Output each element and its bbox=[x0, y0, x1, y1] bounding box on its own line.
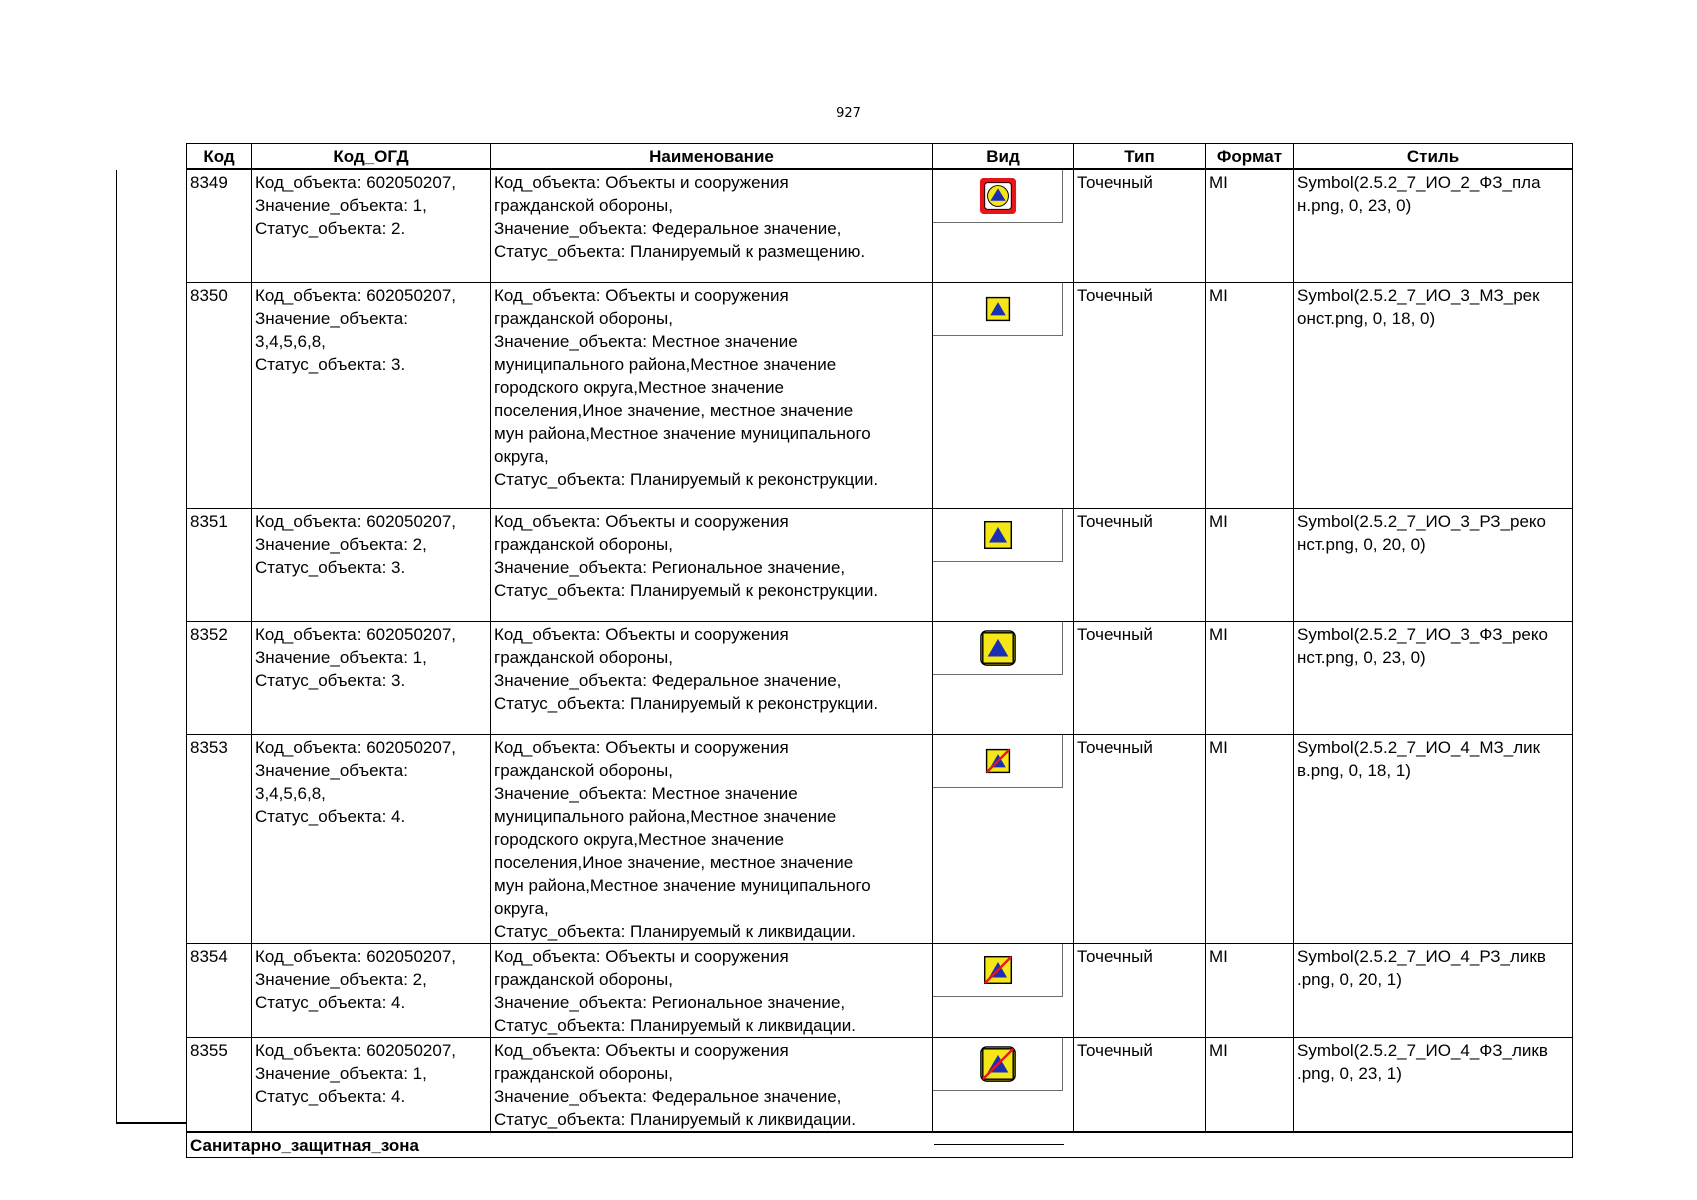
table-row bbox=[187, 943, 1573, 1037]
cell-ogd: Код_объекта: 602050207, Значение_объекта: 1, Статус_объекта: 4. bbox=[252, 1037, 491, 1132]
column-header-ogd: Код_ОГД bbox=[252, 144, 491, 170]
cell-type: Точечный bbox=[1074, 282, 1206, 508]
cell-code: 8353 bbox=[187, 734, 252, 943]
left-margin-rule bbox=[116, 170, 117, 1122]
cell-style: Symbol(2.5.2_7_ИО_3_ФЗ_реко нст.png, 0, 23, 0) bbox=[1294, 621, 1573, 734]
local-liquidation-icon bbox=[979, 742, 1017, 780]
cell-ogd: Код_объекта: 602050207, Значение_объекта: 2, Статус_объекта: 3. bbox=[252, 508, 491, 621]
cell-name: Код_объекта: Объекты и сооружения гражданской обороны, Значение_объекта: Региональное значение, Статус_объекта: Планируемый к ликвидации. bbox=[491, 943, 933, 1037]
cell-ogd: Код_объекта: 602050207, Значение_объекта: 3,4,5,6,8, Статус_объекта: 3. bbox=[252, 282, 491, 508]
cell-code: 8349 bbox=[187, 169, 252, 282]
column-header-style: Стиль bbox=[1294, 144, 1573, 170]
section-underline-left bbox=[934, 1144, 1064, 1145]
left-margin-foot-rule bbox=[116, 1122, 186, 1124]
federal-liquidation-icon bbox=[979, 1045, 1017, 1083]
cell-view bbox=[933, 943, 1074, 1037]
cell-format: MI bbox=[1206, 1037, 1294, 1132]
table-header-row bbox=[187, 144, 1573, 170]
symbol-table bbox=[186, 143, 1573, 1158]
symbol-frame bbox=[933, 944, 1063, 997]
cell-name: Код_объекта: Объекты и сооружения гражданской обороны, Значение_объекта: Федеральное значение, Статус_объекта: Планируемый к ликвидации. bbox=[491, 1037, 933, 1132]
cell-ogd: Код_объекта: 602050207, Значение_объекта: 3,4,5,6,8, Статус_объекта: 4. bbox=[252, 734, 491, 943]
symbol-frame bbox=[933, 1038, 1063, 1091]
cell-type: Точечный bbox=[1074, 1037, 1206, 1132]
column-header-code: Код bbox=[187, 144, 252, 170]
table-row bbox=[187, 734, 1573, 943]
cell-style: Symbol(2.5.2_7_ИО_3_РЗ_реко нст.png, 0, 20, 0) bbox=[1294, 508, 1573, 621]
column-header-type: Тип bbox=[1074, 144, 1206, 170]
cell-ogd: Код_объекта: 602050207, Значение_объекта: 1, Статус_объекта: 2. bbox=[252, 169, 491, 282]
regional-liquidation-icon bbox=[979, 951, 1017, 989]
cell-code: 8352 bbox=[187, 621, 252, 734]
cell-format: MI bbox=[1206, 282, 1294, 508]
symbol-frame bbox=[933, 735, 1063, 788]
cell-type: Точечный bbox=[1074, 621, 1206, 734]
section-row bbox=[187, 1132, 1573, 1158]
column-header-format: Формат bbox=[1206, 144, 1294, 170]
cell-type: Точечный bbox=[1074, 169, 1206, 282]
cell-name: Код_объекта: Объекты и сооружения гражданской обороны, Значение_объекта: Местное значение муниципального района,Местное значение городского округа,Местное значение поселения,Иное значение, местное значение мун района,Местное значение муниципального округа, Статус_объекта: Планируемый к ликвидации. bbox=[491, 734, 933, 943]
cell-style: Symbol(2.5.2_7_ИО_4_МЗ_лик в.png, 0, 18, 1) bbox=[1294, 734, 1573, 943]
cell-code: 8354 bbox=[187, 943, 252, 1037]
column-header-name: Наименование bbox=[491, 144, 933, 170]
cell-format: MI bbox=[1206, 943, 1294, 1037]
cell-format: MI bbox=[1206, 169, 1294, 282]
symbol-frame bbox=[933, 509, 1063, 562]
cell-name: Код_объекта: Объекты и сооружения гражданской обороны, Значение_объекта: Местное значение муниципального района,Местное значение городского округа,Местное значение поселения,Иное значение, местное значение мун района,Местное значение муниципального округа, Статус_объекта: Планируемый к реконструкции. bbox=[491, 282, 933, 508]
table-row bbox=[187, 621, 1573, 734]
table-row bbox=[187, 1037, 1573, 1132]
section-title: Санитарно_защитная_зона bbox=[187, 1132, 1573, 1158]
symbol-frame bbox=[933, 170, 1063, 223]
symbol-frame bbox=[933, 622, 1063, 675]
page-number: 927 bbox=[836, 106, 861, 121]
table-row bbox=[187, 169, 1573, 282]
cell-ogd: Код_объекта: 602050207, Значение_объекта: 1, Статус_объекта: 3. bbox=[252, 621, 491, 734]
cell-name: Код_объекта: Объекты и сооружения гражданской обороны, Значение_объекта: Федеральное значение, Статус_объекта: Планируемый к размещению. bbox=[491, 169, 933, 282]
cell-style: Symbol(2.5.2_7_ИО_4_РЗ_ликв .png, 0, 20, 1) bbox=[1294, 943, 1573, 1037]
table-row bbox=[187, 282, 1573, 508]
symbol-frame bbox=[933, 283, 1063, 336]
cell-code: 8355 bbox=[187, 1037, 252, 1132]
federal-reconstruction-icon bbox=[979, 629, 1017, 667]
cell-format: MI bbox=[1206, 621, 1294, 734]
cell-format: MI bbox=[1206, 734, 1294, 943]
cell-type: Точечный bbox=[1074, 943, 1206, 1037]
cell-ogd: Код_объекта: 602050207, Значение_объекта: 2, Статус_объекта: 4. bbox=[252, 943, 491, 1037]
cell-style: Symbol(2.5.2_7_ИО_2_ФЗ_пла н.png, 0, 23, 0) bbox=[1294, 169, 1573, 282]
cell-style: Symbol(2.5.2_7_ИО_4_ФЗ_ликв .png, 0, 23, 1) bbox=[1294, 1037, 1573, 1132]
cell-style: Symbol(2.5.2_7_ИО_3_МЗ_рек онст.png, 0, 18, 0) bbox=[1294, 282, 1573, 508]
local-reconstruction-icon bbox=[979, 290, 1017, 328]
cell-code: 8351 bbox=[187, 508, 252, 621]
cell-view bbox=[933, 734, 1074, 943]
cell-type: Точечный bbox=[1074, 508, 1206, 621]
cell-code: 8350 bbox=[187, 282, 252, 508]
cell-name: Код_объекта: Объекты и сооружения гражданской обороны, Значение_объекта: Федеральное значение, Статус_объекта: Планируемый к реконструкции. bbox=[491, 621, 933, 734]
cell-view bbox=[933, 1037, 1074, 1132]
column-header-view: Вид bbox=[933, 144, 1074, 170]
federal-planned-placement-icon bbox=[979, 177, 1017, 215]
table-row bbox=[187, 508, 1573, 621]
cell-view bbox=[933, 508, 1074, 621]
cell-view bbox=[933, 169, 1074, 282]
cell-name: Код_объекта: Объекты и сооружения гражданской обороны, Значение_объекта: Региональное значение, Статус_объекта: Планируемый к реконструкции. bbox=[491, 508, 933, 621]
cell-view bbox=[933, 282, 1074, 508]
regional-reconstruction-icon bbox=[979, 516, 1017, 554]
cell-view bbox=[933, 621, 1074, 734]
cell-format: MI bbox=[1206, 508, 1294, 621]
cell-type: Точечный bbox=[1074, 734, 1206, 943]
